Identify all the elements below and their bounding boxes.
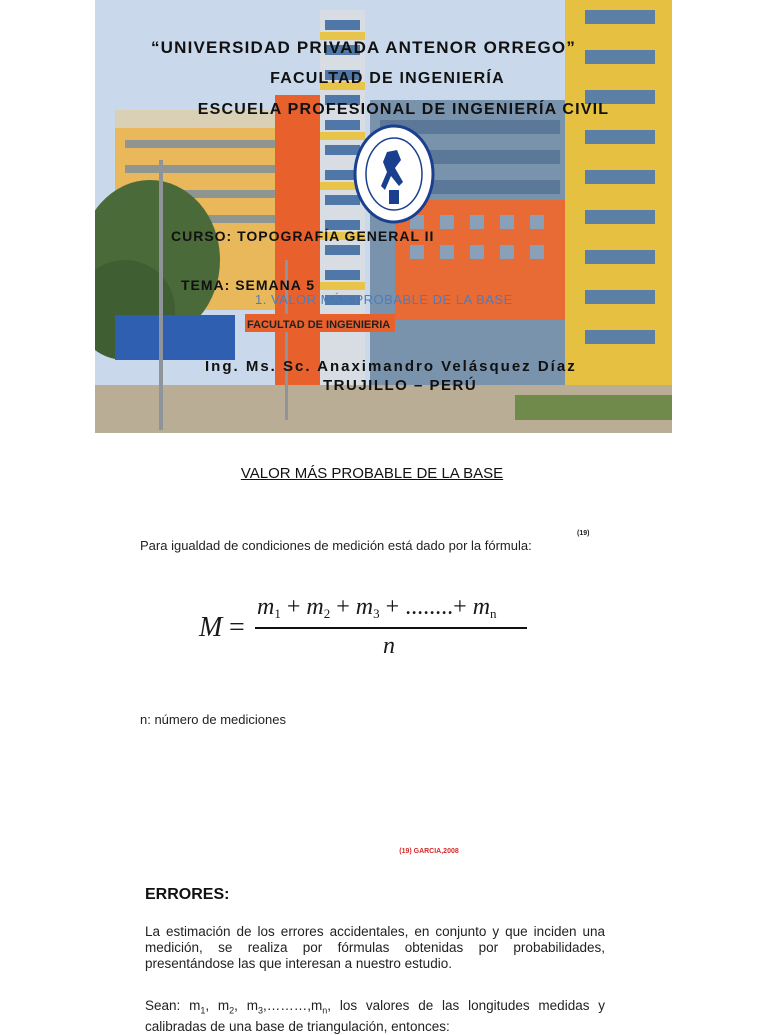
formula-intro: Para igualdad de condiciones de medición está dado por la fórmula: [140, 538, 532, 553]
section-title: VALOR MÁS PROBABLE DE LA BASE [240, 465, 504, 482]
course-label: CURSO: TOPOGRAFÍA GENERAL II [171, 228, 435, 244]
university-seal-logo [353, 124, 435, 224]
building-sign-text: FACULTAD DE INGENIERIA [247, 319, 391, 331]
theme-label: TEMA: SEMANA 5 [181, 277, 316, 293]
cover-banner [95, 0, 672, 433]
formula-denominator: n [383, 633, 395, 659]
formula-equals: = [229, 612, 245, 643]
formula-reference: (19) [577, 530, 590, 537]
faculty-name: FACULTAD DE INGENIERÍA [270, 70, 505, 87]
author-name: Ing. Ms. Sc. Anaximandro Velásquez Díaz [205, 358, 577, 375]
university-name: “UNIVERSIDAD PRIVADA ANTENOR ORREGO” [150, 38, 577, 57]
fraction-bar [255, 627, 527, 629]
errors-paragraph-1: La estimación de los errores accidentales, en conjunto y que inciden una medición, se realiza por fórmulas obtenidas por probabilidades, presentándose las que interesan a nuestro estudio. [145, 924, 605, 971]
formula-numerator: $m_1 + m_2 + m_3$ + ........+ $m_n$ [257, 594, 497, 621]
theme-subtitle: 1. VALOR MÁS PROBABLE DE LA BASE [255, 292, 513, 307]
n-definition: n: número de mediciones [140, 712, 286, 727]
footnote: (19) GARCIA,2008 [399, 848, 459, 855]
errors-heading: ERRORES: [145, 886, 230, 903]
formula-lhs: M [199, 612, 223, 643]
city-country: TRUJILLO – PERÚ [323, 377, 478, 394]
mean-formula [195, 590, 535, 670]
school-name: ESCUELA PROFESIONAL DE INGENIERÍA CIVIL [197, 101, 610, 118]
errors-paragraph-2: Sean: $m_1$, $m_2$, $m_3,\dots\dots\dots,m_n$, los valores de las longitudes medidas y calibradas de una base de triangulación, entonces: [145, 998, 606, 1034]
